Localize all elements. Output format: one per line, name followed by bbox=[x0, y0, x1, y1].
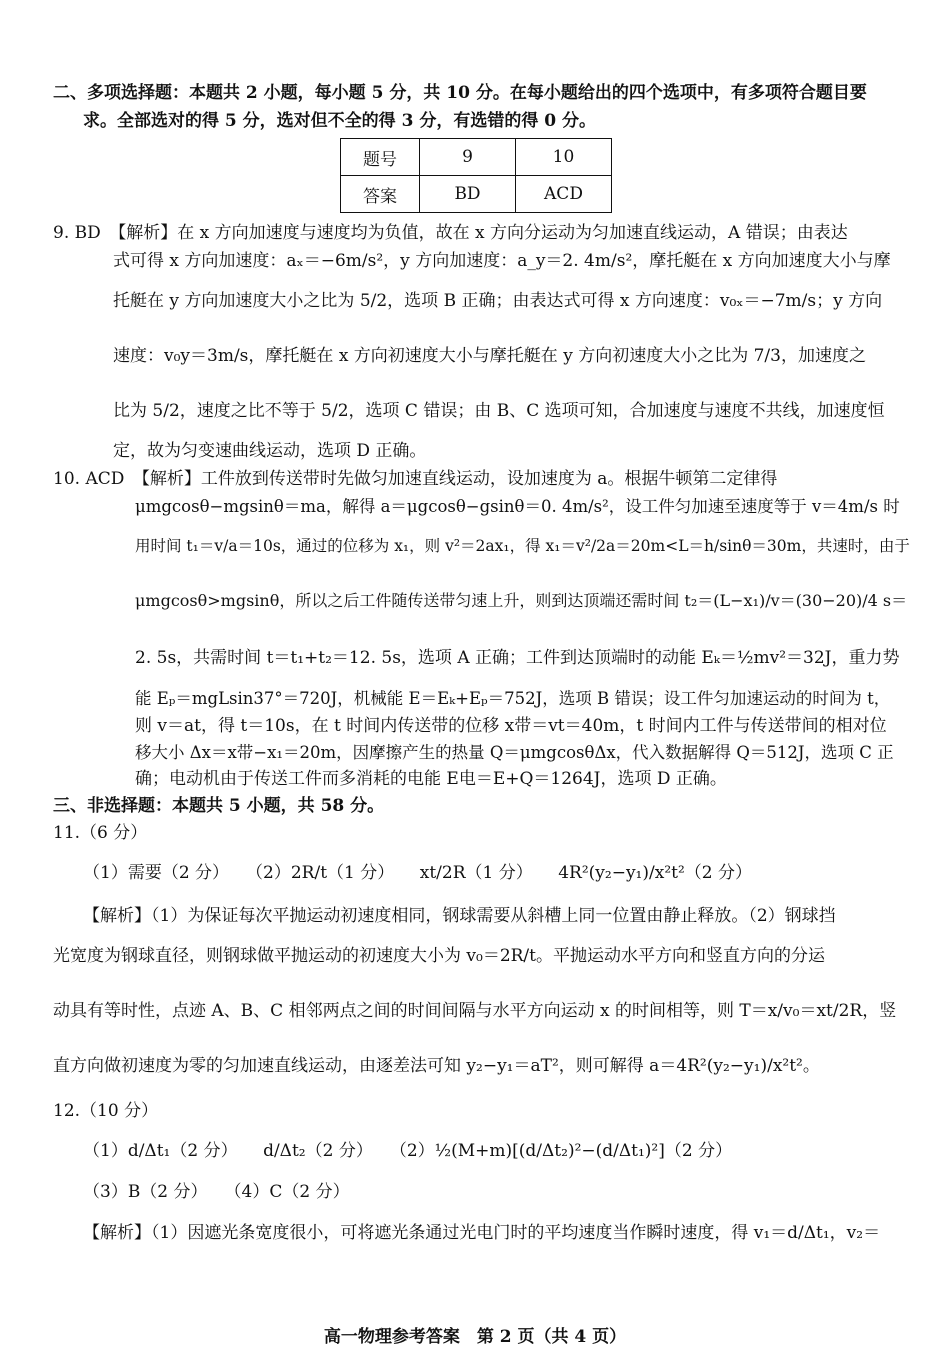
page-footer: 高一物理参考答案 第 2 页（共 4 页） bbox=[323, 1327, 627, 1347]
table-cell: BD bbox=[420, 176, 516, 213]
answer-table-header-row bbox=[341, 139, 612, 176]
q11-explanation-line: 直方向做初速度为零的匀加速直线运动，由逐差法可知 y₂−y₁＝aT²，则可解得 a＝4R²(y₂−y₁)/x²t²。 bbox=[53, 1056, 820, 1076]
answer-table-answer-row bbox=[341, 176, 612, 213]
q9-line: 托艇在 y 方向加速度大小之比为 5/2，选项 B 正确；由表达式可得 x 方向速度：v₀ₓ＝−7m/s；y 方向 bbox=[113, 291, 883, 311]
section3-heading: 三、非选择题：本题共 5 小题，共 58 分。 bbox=[53, 796, 385, 816]
q11-answers: （1）需要（2 分） （2）2R/t（1 分） xt/2R（1 分） 4R²(y₂−y₁)/x²t²（2 分） bbox=[83, 863, 753, 883]
table-cell: 9 bbox=[420, 139, 516, 176]
q10-line: 能 Eₚ＝mgLsin37°＝720J，机械能 E＝Eₖ+Eₚ＝752J，选项 B 错误；设工件匀加速运动的时间为 t， bbox=[135, 689, 891, 708]
q10-line: 则 v＝at，得 t＝10s，在 t 时间内传送带的位移 x带＝vt＝40m，t 时间内工件与传送带间的相对位 bbox=[135, 716, 887, 736]
q12-answers-line1: （1）d/Δt₁（2 分） d/Δt₂（2 分） （2）½(M+m)[(d/Δt₂)²−(d/Δt₁)²]（2 分） bbox=[83, 1141, 733, 1161]
section2-heading-line2: 求。全部选对的得 5 分，选对但不全的得 3 分，有选错的得 0 分。 bbox=[83, 111, 596, 131]
q9-line: 9. BD 【解析】在 x 方向加速度与速度均为负值，故在 x 方向分运动为匀加速直线运动，A 错误；由表达 bbox=[53, 223, 848, 243]
q9-line: 比为 5/2，速度之比不等于 5/2，选项 C 错误；由 B、C 选项可知，合加速度与速度不共线，加速度恒 bbox=[113, 401, 885, 421]
answer-table bbox=[340, 138, 612, 213]
q11-explanation-line: 光宽度为钢球直径，则钢球做平抛运动的初速度大小为 v₀＝2R/t。平抛运动水平方向和竖直方向的分运 bbox=[53, 946, 825, 966]
q12-title: 12.（10 分） bbox=[53, 1101, 159, 1121]
table-cell: 题号 bbox=[341, 139, 420, 176]
q11-explanation-line: 【解析】（1）为保证每次平抛运动初速度相同，钢球需要从斜槽上同一位置由静止释放。（2）钢球挡 bbox=[83, 906, 836, 926]
q10-line: 移大小 Δx＝x带−x₁＝20m，因摩擦产生的热量 Q＝μmgcosθΔx，代入数据解得 Q＝512J，选项 C 正 bbox=[135, 743, 894, 762]
q11-title: 11.（6 分） bbox=[53, 823, 148, 843]
q10-line: 确；电动机由于传送工件而多消耗的电能 E电＝E+Q＝1264J，选项 D 正确。 bbox=[135, 769, 727, 789]
q10-line: 用时间 t₁＝v/a＝10s，通过的位移为 x₁，则 v²＝2ax₁，得 x₁＝v²/2a＝20m<L＝h/sinθ＝30m，共速时，由于 bbox=[135, 537, 910, 555]
q12-explanation-line: 【解析】（1）因遮光条宽度很小，可将遮光条通过光电门时的平均速度当作瞬时速度，得 v₁＝d/Δt₁，v₂＝ bbox=[83, 1223, 881, 1243]
table-cell: 10 bbox=[516, 139, 612, 176]
section2-heading-line1: 二、多项选择题：本题共 2 小题，每小题 5 分，共 10 分。在每小题给出的四个选项中，有多项符合题目要 bbox=[53, 83, 867, 103]
q10-line: μmgcosθ−mgsinθ＝ma，解得 a＝μgcosθ−gsinθ＝0. 4m/s²，设工件匀加速至速度等于 v＝4m/s 时 bbox=[135, 497, 900, 516]
q11-explanation-line: 动具有等时性，点迹 A、B、C 相邻两点之间的时间间隔与水平方向运动 x 的时间相等，则 T＝x/v₀＝xt/2R，竖 bbox=[53, 1001, 897, 1021]
q9-line: 定，故为匀变速曲线运动，选项 D 正确。 bbox=[113, 441, 427, 461]
q9-line: 式可得 x 方向加速度：aₓ＝−6m/s²，y 方向加速度：a_y＝2. 4m/s²，摩托艇在 x 方向加速度大小与摩 bbox=[113, 251, 891, 271]
table-cell: 答案 bbox=[341, 176, 420, 213]
table-cell: ACD bbox=[516, 176, 612, 213]
q12-answers-line2: （3）B（2 分） （4）C（2 分） bbox=[83, 1182, 350, 1202]
q10-line: μmgcosθ>mgsinθ，所以之后工件随传送带匀速上升，则到达顶端还需时间 t₂＝(L−x₁)/v＝(30−20)/4 s＝ bbox=[135, 591, 908, 610]
q10-line: 2. 5s，共需时间 t＝t₁+t₂＝12. 5s，选项 A 正确；工件到达顶端时的动能 Eₖ＝½mv²＝32J，重力势 bbox=[135, 648, 900, 668]
q9-line: 速度：v₀y＝3m/s，摩托艇在 x 方向初速度大小与摩托艇在 y 方向初速度大小之比为 7/3，加速度之 bbox=[113, 346, 866, 366]
q10-line: 10. ACD 【解析】工件放到传送带时先做匀加速直线运动，设加速度为 a。根据牛顿第二定律得 bbox=[53, 469, 778, 489]
